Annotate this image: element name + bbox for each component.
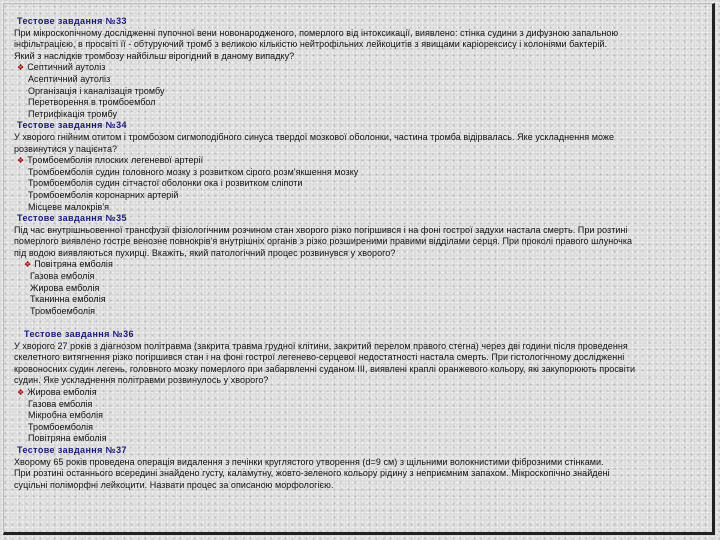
task-33 — [14, 16, 704, 120]
task-title: Тестове завдання №34 — [17, 120, 127, 131]
answer-option: Повітряна емболія — [28, 433, 107, 444]
answer-option: Тканинна емболія — [30, 294, 106, 305]
question-text: Який з наслідків тромбозу найбільш вірогідний в даному випадку? — [14, 50, 295, 61]
question-text: При мікроскопічному дослідженні пупочної вени новонародженого, померлого від інтоксикації, виявлено: стінка судини з дифузною запальною — [14, 27, 619, 38]
question-text: У хворого 27 років з діагнозом політравма (закрита травма грудної клітини, закритий перелом правого стегна) через дві години після проведення — [14, 340, 628, 351]
answer-option: Газова емболія — [28, 398, 93, 409]
question-text: інфільтрацією, в просвіті її - обтуруючий тромб з великою кількістю нейтрофільних лейкоцитів з явищами каріорексису і колоніями бактерій. — [14, 39, 608, 50]
diamond-bullet-icon: ❖ — [17, 388, 25, 397]
question-text: Під час внутрішньовенної трансфузії фізіологічним розчином стан хворого різко погіршився і на фоні гострої задухи настала смерть. При розтині — [14, 224, 628, 235]
answer-option: Жирова емболія — [30, 282, 100, 293]
answer-option: Місцеве малокрів'я — [28, 201, 110, 212]
diamond-bullet-icon: ❖ — [24, 260, 32, 270]
task-title: Тестове завдання №36 — [24, 329, 134, 340]
answer-option: Асептичний аутоліз — [28, 73, 111, 84]
answer-option: Тромбоемболія — [28, 421, 94, 432]
question-text: суцільні поліморфні лейкоцити. Назвати процес за описаною морфологією. — [14, 479, 334, 490]
document-body — [14, 16, 704, 491]
diamond-bullet-icon: ❖ — [17, 63, 25, 73]
question-text: розвинутися у пацієнта? — [14, 143, 118, 154]
answer-option: Тромбоемболія коронарних артерій — [28, 189, 179, 200]
answer-option: Тромбоемболія — [30, 305, 96, 316]
task-36 — [14, 329, 704, 445]
answer-label: Повітряна емболія — [34, 259, 113, 270]
spacer — [14, 317, 704, 329]
task-title: Тестове завдання №35 — [17, 213, 127, 224]
answer-option: Перетворення в тромбоембол — [28, 97, 156, 108]
question-text: У хворого гнійним отитом і тромбозом сигмоподібного синуса твердої мозкової оболонки, частина тромба відірвалась. Яке ускладнення може — [14, 131, 615, 142]
answer-label: Жирова емболія — [27, 387, 97, 397]
question-text: кровоносних судин легень, головного мозку померлого при забарвленні суданом III, виявлені краплі оранжевого кольору, які закупорюють просвіти — [14, 363, 636, 374]
answer-option: Організація і каналізація тромбу — [28, 85, 165, 96]
question-text: судин. Яке ускладнення політравми розвинулось у хворого? — [14, 375, 269, 386]
answer-option: Газова емболія — [30, 271, 95, 282]
answer-label: Тромбоемболія плоских легеневої артерії — [27, 155, 204, 166]
task-35 — [14, 213, 704, 317]
answer-option-correct — [14, 259, 704, 271]
task-title: Тестове завдання №33 — [17, 16, 127, 26]
answer-option: Тромбоемболія судин головного мозку з розвитком сірого розм'якшення мозку — [28, 166, 359, 177]
answer-option: Тромбоемболія судин сітчастої оболонки ока і розвитком сліпоти — [28, 178, 303, 189]
question-text: При розтині останнього всередині знайдено густу, каламутну, жовто-зеленого кольору рідину з неприємним запахом. Мікроскопічно знайдені — [14, 468, 610, 479]
answer-option-correct — [14, 387, 704, 399]
question-text: під водою виявляються пухирці. Вкажіть, який патологічний процес розвинувся у хворого? — [14, 247, 396, 258]
answer-option: Петрифікація тромбу — [28, 108, 118, 119]
answer-option-correct — [14, 62, 704, 74]
answer-option: Мікробна емболія — [28, 410, 104, 421]
task-title: Тестове завдання №37 — [17, 444, 127, 455]
task-34 — [14, 120, 704, 213]
slide — [3, 3, 715, 535]
question-text: Хворому 65 років проведена операція видалення з печінки круглястого утворення (d=9 см) з щільними волокнистими фіброзними стінками. — [14, 456, 604, 467]
task-37 — [14, 445, 704, 491]
question-text: померлого виявлено гостре венозне повнокрів'я внутрішніх органів з різко розширеними правими відділами серця. При проколі правого шлуночка — [14, 236, 633, 247]
question-text: скелетного витягнення різко погіршився стан і на фоні гострої легенево-серцевої недостатності настала смерть. При гістологічному дослідженні — [14, 352, 625, 363]
diamond-bullet-icon: ❖ — [17, 156, 25, 166]
answer-label: Септичний аутоліз — [27, 62, 106, 73]
answer-option-correct — [14, 155, 704, 167]
